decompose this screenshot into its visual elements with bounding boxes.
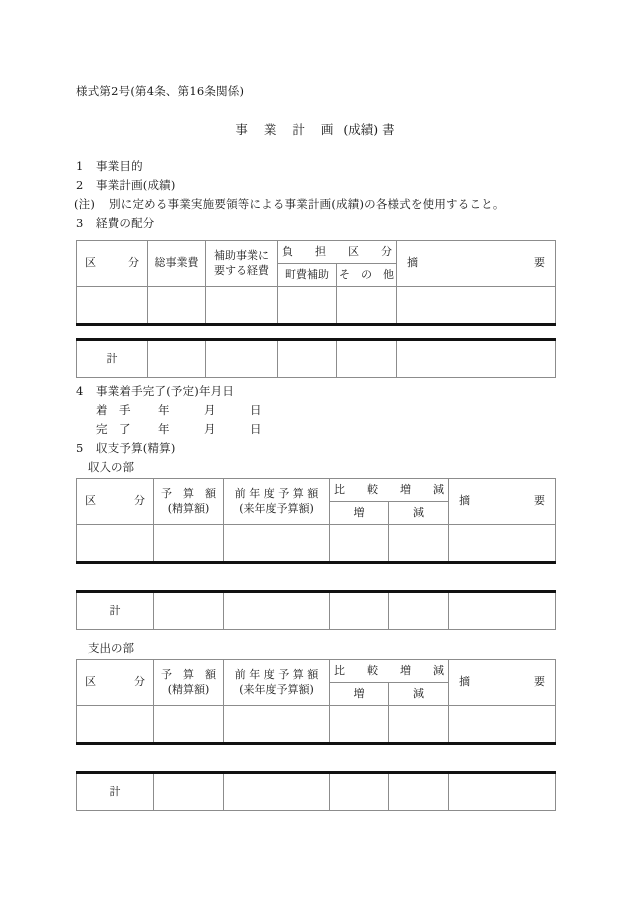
- end-date-year: 年: [158, 422, 170, 436]
- start-date-row: [96, 402, 262, 418]
- header-subsidy-cost: [206, 241, 278, 287]
- section-3-label: 経費の配分: [96, 216, 155, 230]
- table-row: [77, 525, 556, 563]
- section-4: [76, 383, 234, 399]
- end-date-row: [96, 421, 262, 437]
- header-prev-budget: [224, 479, 330, 525]
- table-row: [77, 706, 556, 744]
- section-3: [76, 215, 155, 231]
- table-row: [77, 287, 556, 325]
- header-total-cost: 総事業費: [148, 241, 206, 287]
- header-prev-line1: 前 年 度 予 算 額: [234, 668, 319, 682]
- table-header-row: [77, 479, 556, 502]
- header-subsidy-cost-line2: 要する経費: [214, 263, 269, 277]
- section-1-label: 事業目的: [96, 159, 143, 173]
- total-remarks[interactable]: [449, 592, 556, 630]
- cell-budget-amount[interactable]: [154, 706, 224, 744]
- expense-allocation-total-table: [76, 338, 556, 378]
- header-remarks-left: 摘: [459, 494, 470, 508]
- total-row: [77, 340, 556, 378]
- cell-subsidy-cost[interactable]: [206, 287, 278, 325]
- header-kubun-left: 区: [85, 494, 96, 508]
- end-date-month: 月: [204, 422, 216, 436]
- header-burden-other: そ の 他: [337, 264, 397, 287]
- total-row: [77, 592, 556, 630]
- title-paren: (成績): [343, 122, 379, 137]
- header-burden-town: 町費補助: [278, 264, 337, 287]
- cell-kubun[interactable]: [77, 287, 148, 325]
- cell-kubun[interactable]: [77, 706, 154, 744]
- header-budget-line2: (精算額): [167, 682, 210, 696]
- expense-allocation-table: [76, 240, 556, 326]
- total-row: [77, 773, 556, 811]
- section-2-number: 2: [76, 178, 84, 192]
- start-date-label: 着 手: [96, 403, 131, 417]
- start-date-day: 日: [250, 403, 262, 417]
- cell-remarks[interactable]: [397, 287, 556, 325]
- income-budget-total-table: [76, 590, 556, 630]
- header-increase: 増: [330, 683, 389, 706]
- cell-burden-town[interactable]: [278, 287, 337, 325]
- header-decrease: 減: [389, 502, 449, 525]
- section-1-number: 1: [76, 159, 84, 173]
- total-prev-budget[interactable]: [224, 592, 330, 630]
- cell-remarks[interactable]: [449, 706, 556, 744]
- header-remarks-left: 摘: [459, 675, 470, 689]
- header-increase: 増: [330, 502, 389, 525]
- header-prev-line2: (来年度予算額): [239, 682, 314, 696]
- header-kubun-right: 分: [134, 494, 145, 508]
- total-burden-town[interactable]: [278, 340, 337, 378]
- section-5-label: 収支予算(精算): [96, 441, 176, 455]
- total-total-cost[interactable]: [148, 340, 206, 378]
- header-remarks: [449, 660, 556, 706]
- section-5: [76, 440, 176, 456]
- header-kubun-right: 分: [128, 256, 139, 270]
- header-remarks-right: 要: [534, 675, 545, 689]
- header-subsidy-cost-line1: 補助事業に: [214, 249, 269, 263]
- section-4-number: 4: [76, 384, 84, 398]
- cell-burden-other[interactable]: [337, 287, 397, 325]
- header-budget-line2: (精算額): [167, 501, 210, 515]
- total-increase[interactable]: [330, 592, 389, 630]
- header-remarks: [397, 241, 556, 287]
- header-kubun-left: 区: [85, 256, 96, 270]
- expense-budget-table: [76, 659, 556, 745]
- header-budget-amount: [154, 479, 224, 525]
- form-number: 様式第2号(第4条、第16条関係): [76, 84, 245, 98]
- cell-increase[interactable]: [330, 706, 389, 744]
- total-budget-amount[interactable]: [154, 592, 224, 630]
- total-label: 計: [77, 773, 154, 811]
- section-5-number: 5: [76, 441, 84, 455]
- cell-kubun[interactable]: [77, 525, 154, 563]
- total-decrease[interactable]: [389, 773, 449, 811]
- total-prev-budget[interactable]: [224, 773, 330, 811]
- table-header-row: [77, 660, 556, 683]
- note-marker: (注): [74, 197, 96, 211]
- header-remarks-left: 摘: [407, 256, 418, 270]
- cell-remarks[interactable]: [449, 525, 556, 563]
- header-remarks-right: 要: [534, 256, 545, 270]
- cell-prev-budget[interactable]: [224, 706, 330, 744]
- total-increase[interactable]: [330, 773, 389, 811]
- total-decrease[interactable]: [389, 592, 449, 630]
- income-section-label: 収入の部: [88, 460, 134, 474]
- header-prev-budget: [224, 660, 330, 706]
- header-kubun: [77, 660, 154, 706]
- total-subsidy-cost[interactable]: [206, 340, 278, 378]
- expense-section-label: 支出の部: [88, 641, 134, 655]
- cell-increase[interactable]: [330, 525, 389, 563]
- total-burden-other[interactable]: [337, 340, 397, 378]
- total-label: 計: [77, 340, 148, 378]
- cell-prev-budget[interactable]: [224, 525, 330, 563]
- header-budget-amount: [154, 660, 224, 706]
- section-4-label: 事業着手完了(予定)年月日: [96, 384, 235, 398]
- start-date-month: 月: [204, 403, 216, 417]
- total-budget-amount[interactable]: [154, 773, 224, 811]
- start-date-year: 年: [158, 403, 170, 417]
- header-kubun-left: 区: [85, 675, 96, 689]
- page-title: [0, 120, 630, 138]
- expense-budget-total-table: [76, 771, 556, 811]
- title-main: 事 業 計 画: [235, 122, 340, 137]
- table-header-row: [77, 241, 556, 264]
- header-decrease: 減: [389, 683, 449, 706]
- income-budget-table: [76, 478, 556, 564]
- header-kubun: [77, 479, 154, 525]
- total-remarks[interactable]: [449, 773, 556, 811]
- section-2-label: 事業計画(成績): [96, 178, 176, 192]
- note-text: 別に定める事業実施要領等による事業計画(成績)の各様式を使用すること。: [109, 197, 505, 211]
- title-suffix: 書: [382, 122, 395, 137]
- header-budget-line1: 予 算 額: [161, 668, 216, 682]
- header-compare-group: 比 較 増 減: [330, 660, 449, 683]
- section-2: [76, 177, 176, 193]
- end-date-day: 日: [250, 422, 262, 436]
- header-prev-line2: (来年度予算額): [239, 501, 314, 515]
- header-burden-group: 負 担 区 分: [278, 241, 397, 264]
- total-remarks[interactable]: [397, 340, 556, 378]
- header-remarks-right: 要: [534, 494, 545, 508]
- cell-decrease[interactable]: [389, 525, 449, 563]
- cell-budget-amount[interactable]: [154, 525, 224, 563]
- cell-total-cost[interactable]: [148, 287, 206, 325]
- header-compare-group: 比 較 増 減: [330, 479, 449, 502]
- note-line: [74, 196, 505, 212]
- section-1: [76, 158, 143, 174]
- header-prev-line1: 前 年 度 予 算 額: [234, 487, 319, 501]
- header-budget-line1: 予 算 額: [161, 487, 216, 501]
- cell-decrease[interactable]: [389, 706, 449, 744]
- section-3-number: 3: [76, 216, 84, 230]
- header-remarks: [449, 479, 556, 525]
- header-kubun: [77, 241, 148, 287]
- total-label: 計: [77, 592, 154, 630]
- end-date-label: 完 了: [96, 422, 131, 436]
- header-kubun-right: 分: [134, 675, 145, 689]
